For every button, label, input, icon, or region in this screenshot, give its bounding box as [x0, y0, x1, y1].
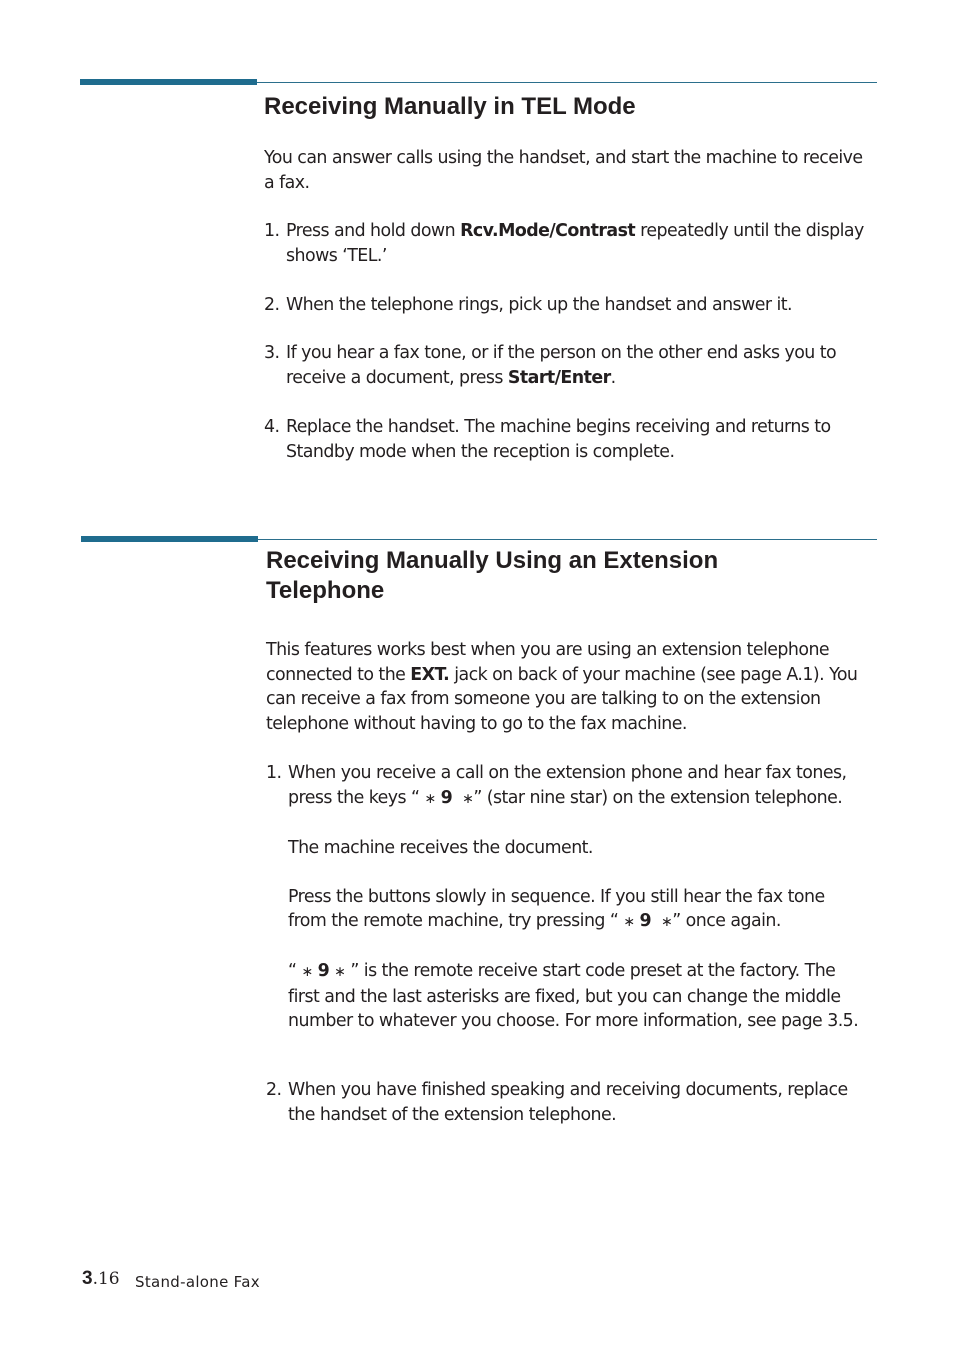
section-divider-thick [80, 79, 257, 85]
text-span: ” is the remote receive start code preset at the factory. The [350, 961, 836, 981]
heading-line: Receiving Manually Using an Extension [266, 547, 719, 574]
item-number: 2. [264, 295, 280, 315]
text-line [288, 959, 888, 985]
star-key: ∗ [661, 914, 673, 930]
nine-key: 9 [440, 787, 453, 808]
jack-name: EXT. [410, 664, 450, 685]
text-line: shows ‘TEL.’ [286, 245, 387, 266]
text-line: Standby mode when the reception is complete. [286, 441, 675, 462]
text-span: ” (star nine star) on the extension telephone. [473, 787, 843, 808]
text-line [266, 663, 886, 688]
key-name: Rcv.Mode/Contrast [460, 221, 636, 241]
key-name: Start/Enter [507, 367, 611, 388]
text-span: “ [288, 961, 297, 981]
text-span: jack on back of your machine (see page A.1). You [449, 664, 858, 685]
item-text [286, 341, 836, 390]
intro-paragraph [266, 638, 886, 736]
nine-key: 9 [317, 961, 330, 981]
text-line: Replace the handset. The machine begins receiving and returns to [286, 417, 831, 437]
item-number: 2. [266, 1080, 282, 1100]
text-span: press the keys “ [288, 787, 420, 808]
star-key: ∗ [462, 790, 474, 807]
text-line: The machine receives the document. [288, 837, 593, 858]
text-span: receive a document, press [286, 367, 508, 388]
list-item [266, 761, 886, 1031]
nine-key: 9 [639, 911, 652, 931]
text-span: Press and hold down [286, 221, 461, 241]
footer-title: Stand-alone Fax [135, 1273, 260, 1291]
text-line: You can answer calls using the handset, and start the machine to receive [264, 148, 863, 168]
text-line: number to whatever you choose. For more information, see page 3.5. [288, 1011, 859, 1031]
list-item [264, 341, 884, 391]
section-heading: Receiving Manually in TEL Mode [264, 93, 636, 120]
text-span: repeatedly until the display [635, 221, 864, 241]
item-number: 4. [264, 417, 280, 437]
list-item [264, 415, 884, 465]
text-line: first and the last asterisks are fixed, but you can change the middle [288, 986, 841, 1007]
heading-line: Telephone [266, 577, 385, 604]
list-item [264, 219, 884, 269]
text-line [286, 219, 864, 244]
star-key: ∗ [623, 914, 635, 930]
section-divider-line [258, 539, 877, 540]
section-divider-thick [81, 536, 258, 542]
star-key: ∗ [424, 790, 436, 807]
item-text [286, 415, 831, 464]
list-item [264, 293, 884, 318]
text-line: can receive a fax from someone you are talking to on the extension [266, 689, 821, 709]
text-line [286, 366, 836, 391]
text-line: a fax. [264, 172, 310, 193]
text-line: the handset of the extension telephone. [288, 1104, 617, 1125]
text-line [288, 909, 888, 935]
text-line [288, 786, 888, 812]
item-text [288, 761, 888, 1034]
chapter-number: 3 [82, 1268, 93, 1289]
intro-paragraph [264, 146, 884, 195]
page-suffix: .16 [92, 1269, 120, 1289]
text-span: from the remote machine, try pressing “ [288, 911, 619, 931]
section-heading [266, 546, 876, 606]
item-text [286, 293, 792, 318]
text-span: connected to the [266, 664, 411, 685]
item-number: 3. [264, 343, 280, 363]
text-span: ” once again. [672, 911, 781, 931]
page-number [82, 1268, 120, 1290]
text-line: If you hear a fax tone, or if the person on the other end asks you to [286, 343, 837, 363]
item-number: 1. [266, 763, 282, 783]
section-divider-line [257, 82, 877, 83]
text-line: telephone without having to go to the fax machine. [266, 713, 687, 734]
text-line: When you receive a call on the extension phone and hear fax tones, [288, 763, 847, 783]
star-key: ∗ [334, 964, 346, 980]
item-text [288, 1078, 848, 1127]
item-number: 1. [264, 221, 280, 241]
text-line: This features works best when you are using an extension telephone [266, 640, 830, 660]
text-line: When the telephone rings, pick up the handset and answer it. [286, 295, 792, 315]
text-line: When you have finished speaking and receiving documents, replace [288, 1080, 848, 1100]
text-span: . [610, 367, 616, 388]
item-text [286, 219, 864, 268]
text-line: Press the buttons slowly in sequence. If you still hear the fax tone [288, 886, 825, 907]
star-key: ∗ [301, 964, 313, 980]
list-item [266, 1078, 886, 1128]
